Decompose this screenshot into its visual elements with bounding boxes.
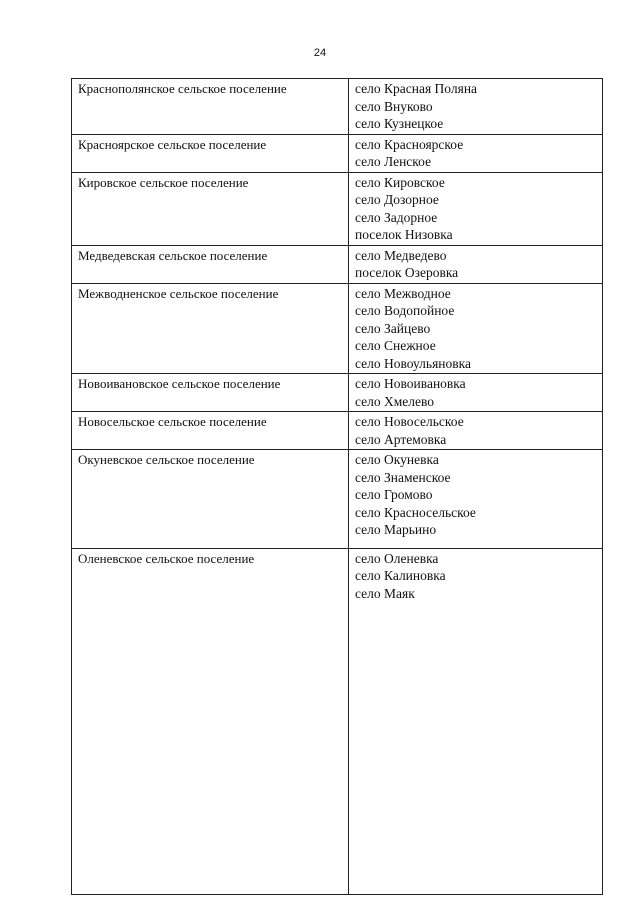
page-number: 24 — [313, 47, 327, 59]
table-row — [72, 245, 603, 283]
place-name: село Знаменское — [355, 469, 451, 485]
settlement-name: Кировское сельское поселение — [78, 174, 249, 190]
table-row — [72, 450, 603, 549]
settlement-name: Краснополянское сельское поселение — [78, 81, 287, 96]
table-row — [72, 172, 603, 245]
table-row — [72, 79, 603, 135]
place-name: село Оленевка — [355, 550, 439, 566]
place-name: село Медведево — [355, 247, 447, 263]
table-row — [72, 412, 603, 450]
place-name: поселок Низовка — [355, 227, 453, 242]
place-name: село Хмелево — [355, 393, 435, 409]
places-cell — [349, 412, 603, 450]
table-row — [72, 134, 603, 172]
places-cell — [349, 245, 603, 283]
settlement-name: Оленевское сельское поселение — [78, 550, 255, 566]
places-cell — [349, 450, 603, 549]
settlement-name-cell — [72, 374, 349, 412]
settlement-name-cell — [72, 172, 349, 245]
places-cell — [349, 79, 603, 135]
settlements-table — [71, 78, 603, 895]
place-name: село Громово — [355, 487, 433, 502]
places-cell — [349, 283, 603, 374]
place-name: село Марьино — [355, 522, 437, 537]
settlement-name: Медведевская сельское поселение — [78, 247, 268, 263]
settlement-name-cell — [72, 548, 349, 894]
place-name: село Маяк — [355, 585, 415, 601]
place-name: село Новосельское — [355, 414, 464, 429]
place-name: село Красноярское — [355, 136, 464, 152]
place-name: поселок Озеровка — [355, 265, 459, 280]
settlement-name-cell — [72, 450, 349, 549]
place-name: село Ленское — [355, 154, 432, 169]
settlement-name: Новоивановское сельское поселение — [78, 376, 281, 391]
place-name: село Новоульяновка — [355, 355, 471, 371]
place-name: село Красносельское — [355, 504, 476, 520]
place-name: село Задорное — [355, 209, 438, 225]
settlement-name-cell — [72, 245, 349, 283]
place-name: село Красная Поляна — [355, 81, 478, 96]
place-name: село Артемовка — [355, 431, 447, 447]
places-cell — [349, 172, 603, 245]
table-row — [72, 283, 603, 374]
places-cell — [349, 134, 603, 172]
place-name: село Межводное — [355, 285, 451, 301]
settlement-name-cell — [72, 79, 349, 135]
place-name: село Дозорное — [355, 192, 439, 207]
settlement-name: Окуневское сельское поселение — [78, 452, 255, 467]
place-name: село Новоивановка — [355, 376, 466, 391]
table-row — [72, 374, 603, 412]
place-name: село Окуневка — [355, 452, 439, 467]
place-name: село Кировское — [355, 174, 445, 190]
settlement-name-cell — [72, 412, 349, 450]
place-name: село Зайцево — [355, 320, 431, 336]
settlement-name: Межводненское сельское поселение — [78, 285, 279, 301]
settlement-name: Новосельское сельское поселение — [78, 414, 267, 429]
place-name: село Внуково — [355, 98, 433, 114]
place-name: село Снежное — [355, 338, 436, 353]
place-name: село Калиновка — [355, 568, 446, 583]
places-cell — [349, 548, 603, 894]
places-cell — [349, 374, 603, 412]
table-row — [72, 548, 603, 894]
settlement-name-cell — [72, 283, 349, 374]
settlement-name-cell — [72, 134, 349, 172]
settlement-name: Красноярское сельское поселение — [78, 136, 267, 152]
place-name: село Водопойное — [355, 303, 455, 318]
place-name: село Кузнецкое — [355, 116, 444, 131]
